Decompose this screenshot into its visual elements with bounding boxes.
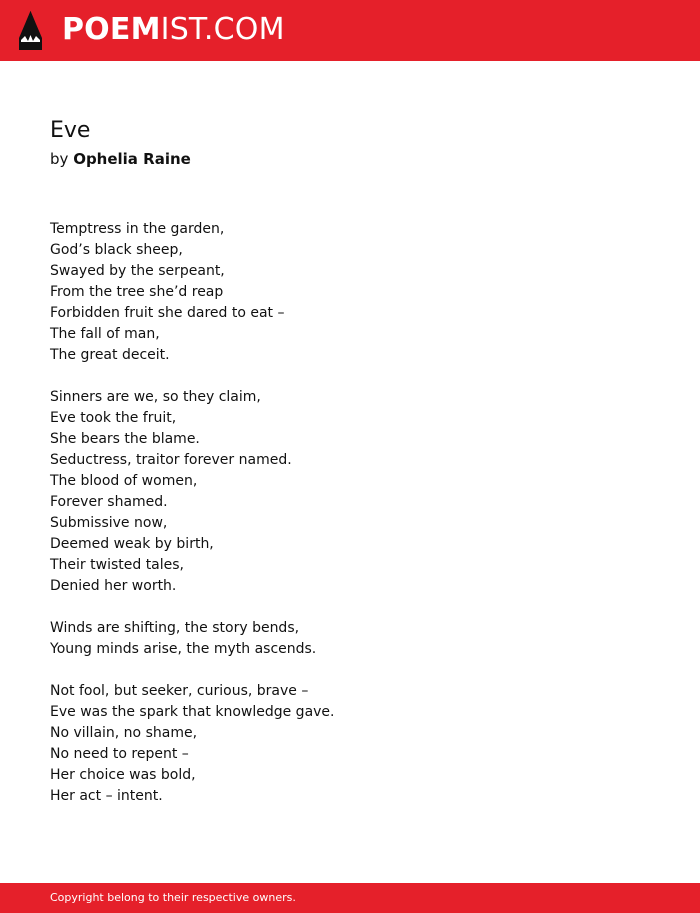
poem-line: Young minds arise, the myth ascends. xyxy=(50,641,317,657)
poem-line: Eve was the spark that knowledge gave. xyxy=(50,704,335,720)
author-name: Ophelia Raine xyxy=(73,150,191,168)
poem-line: The blood of women, xyxy=(50,473,198,489)
site-footer xyxy=(0,883,700,913)
pencil-tip-icon[interactable] xyxy=(18,10,43,50)
poem-line: She bears the blame. xyxy=(50,431,200,447)
stanza xyxy=(50,681,335,807)
poem-line: God’s black sheep, xyxy=(50,242,183,258)
poem-line: Submissive now, xyxy=(50,515,168,531)
poem-line: Forbidden fruit she dared to eat – xyxy=(50,305,285,321)
poem-line: The fall of man, xyxy=(50,326,160,342)
site-header xyxy=(0,0,700,61)
site-logo[interactable] xyxy=(62,12,285,48)
poem-line: Her choice was bold, xyxy=(50,767,196,783)
poem-line: Deemed weak by birth, xyxy=(50,536,214,552)
by-label: by xyxy=(50,150,69,168)
poem-line: The great deceit. xyxy=(50,347,170,363)
poem-line: Temptress in the garden, xyxy=(50,221,225,237)
poem-body xyxy=(50,219,335,807)
poem-line: Her act – intent. xyxy=(50,788,163,804)
poem-line: Not fool, but seeker, curious, brave – xyxy=(50,683,309,699)
poem-line: Swayed by the serpeant, xyxy=(50,263,225,279)
stanza xyxy=(50,219,335,366)
poem-line: From the tree she’d reap xyxy=(50,284,224,300)
logo-text-bold: POEM xyxy=(62,12,161,47)
poem-line: No villain, no shame, xyxy=(50,725,198,741)
logo-text-light: IST.COM xyxy=(160,12,285,47)
byline xyxy=(50,149,191,169)
poem-line: Eve took the fruit, xyxy=(50,410,177,426)
poem-line: Denied her worth. xyxy=(50,578,177,594)
poem-line: Their twisted tales, xyxy=(50,557,185,573)
poem-title: Eve xyxy=(50,118,91,143)
poem-line: Sinners are we, so they claim, xyxy=(50,389,261,405)
poem-line: Forever shamed. xyxy=(50,494,168,510)
copyright-notice: Copyright belong to their respective owners. xyxy=(50,891,296,904)
poem-line: Winds are shifting, the story bends, xyxy=(50,620,300,636)
stanza xyxy=(50,618,335,660)
poem-line: Seductress, traitor forever named. xyxy=(50,452,292,468)
stanza xyxy=(50,387,335,597)
poem-line: No need to repent – xyxy=(50,746,189,762)
